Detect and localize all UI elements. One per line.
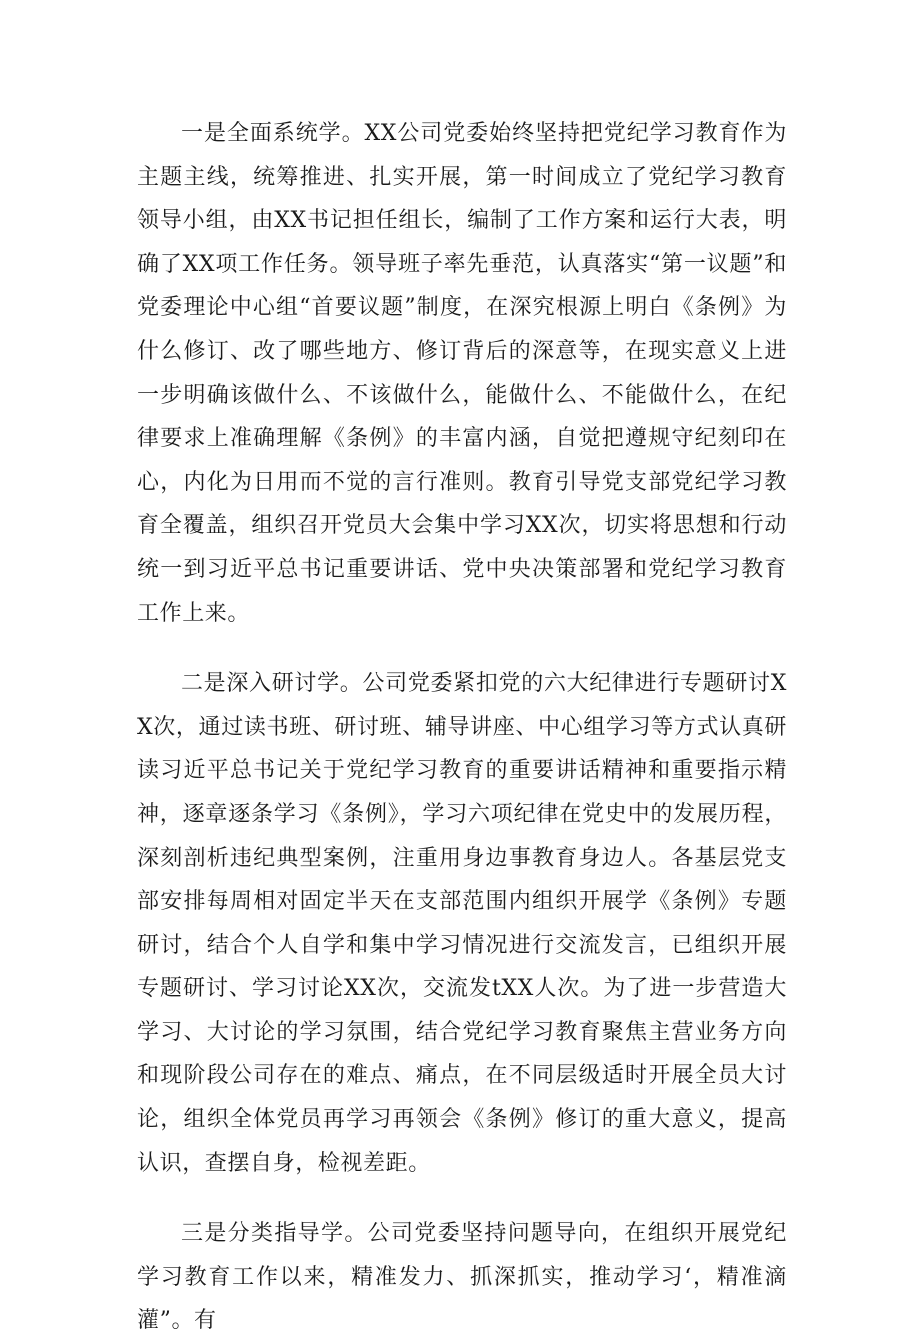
paragraph-categorized-guidance: 三是分类指导学。公司党委坚持问题导向，在组织开展党纪学习教育工作以来，精准发力、抓深抓实，推动学习‘，精准滴灌”。有 (137, 1221, 787, 1334)
paragraph-in-depth-seminar: 二是深入研讨学。公司党委紧扣党的六大纪律进行专题研讨XX次，通过读书班、研讨班、辅导讲座、中心组学习等方式认真研读习近平总书记关于党纪学习教育的重要讲话精神和重要指示精神，逐章逐条学习《条例》，学习六项纪律在党史中的发展历程，深刻剖析违纪典型案例，注重用身边事教育身边人。各基层党支部安排每周相对固定半天在支部范围内组织开展学《条例》专题研讨，结合个人自学和集中学习情况进行交流发言，已组织开展专题研讨、学习讨论XX次，交流发tXX人次。为了进一步营造大学习、大讨论的学习氛围，结合党纪学习教育聚焦主营业务方向和现阶段公司存在的难点、痛点，在不同层级适时开展全员大讨论，组织全体党员再学习再领会《条例》修订的重大意义，提高认识，查摆自身，检视差距。 (137, 671, 787, 1176)
paragraph-comprehensive-study: 一是全面系统学。XX公司党委始终坚持把党纪学习教育作为主题主线，统筹推进、扎实开展，第一时间成立了党纪学习教育领导小组，由XX书记担任组长，编制了工作方案和运行大表，明确了XX项工作任务。领导班子率先垂范，认真落实“第一议题”和党委理论中心组“首要议题”制度，在深究根源上明白《条例》为什么修订、改了哪些地方、修订背后的深意等，在现实意义上进一步明确该做什么、不该做什么，能做什么、不能做什么，在纪律要求上准确理解《条例》的丰富内涵，自觉把遵规守纪刻印在心，内化为日用而不觉的言行准则。教育引导党支部党纪学习教育全覆盖，组织召开党员大会集中学习XX次，切实将思想和行动统一到习近平总书记重要讲话、党中央决策部署和党纪学习教育工作上来。 (137, 121, 787, 626)
document-body (137, 112, 787, 1343)
